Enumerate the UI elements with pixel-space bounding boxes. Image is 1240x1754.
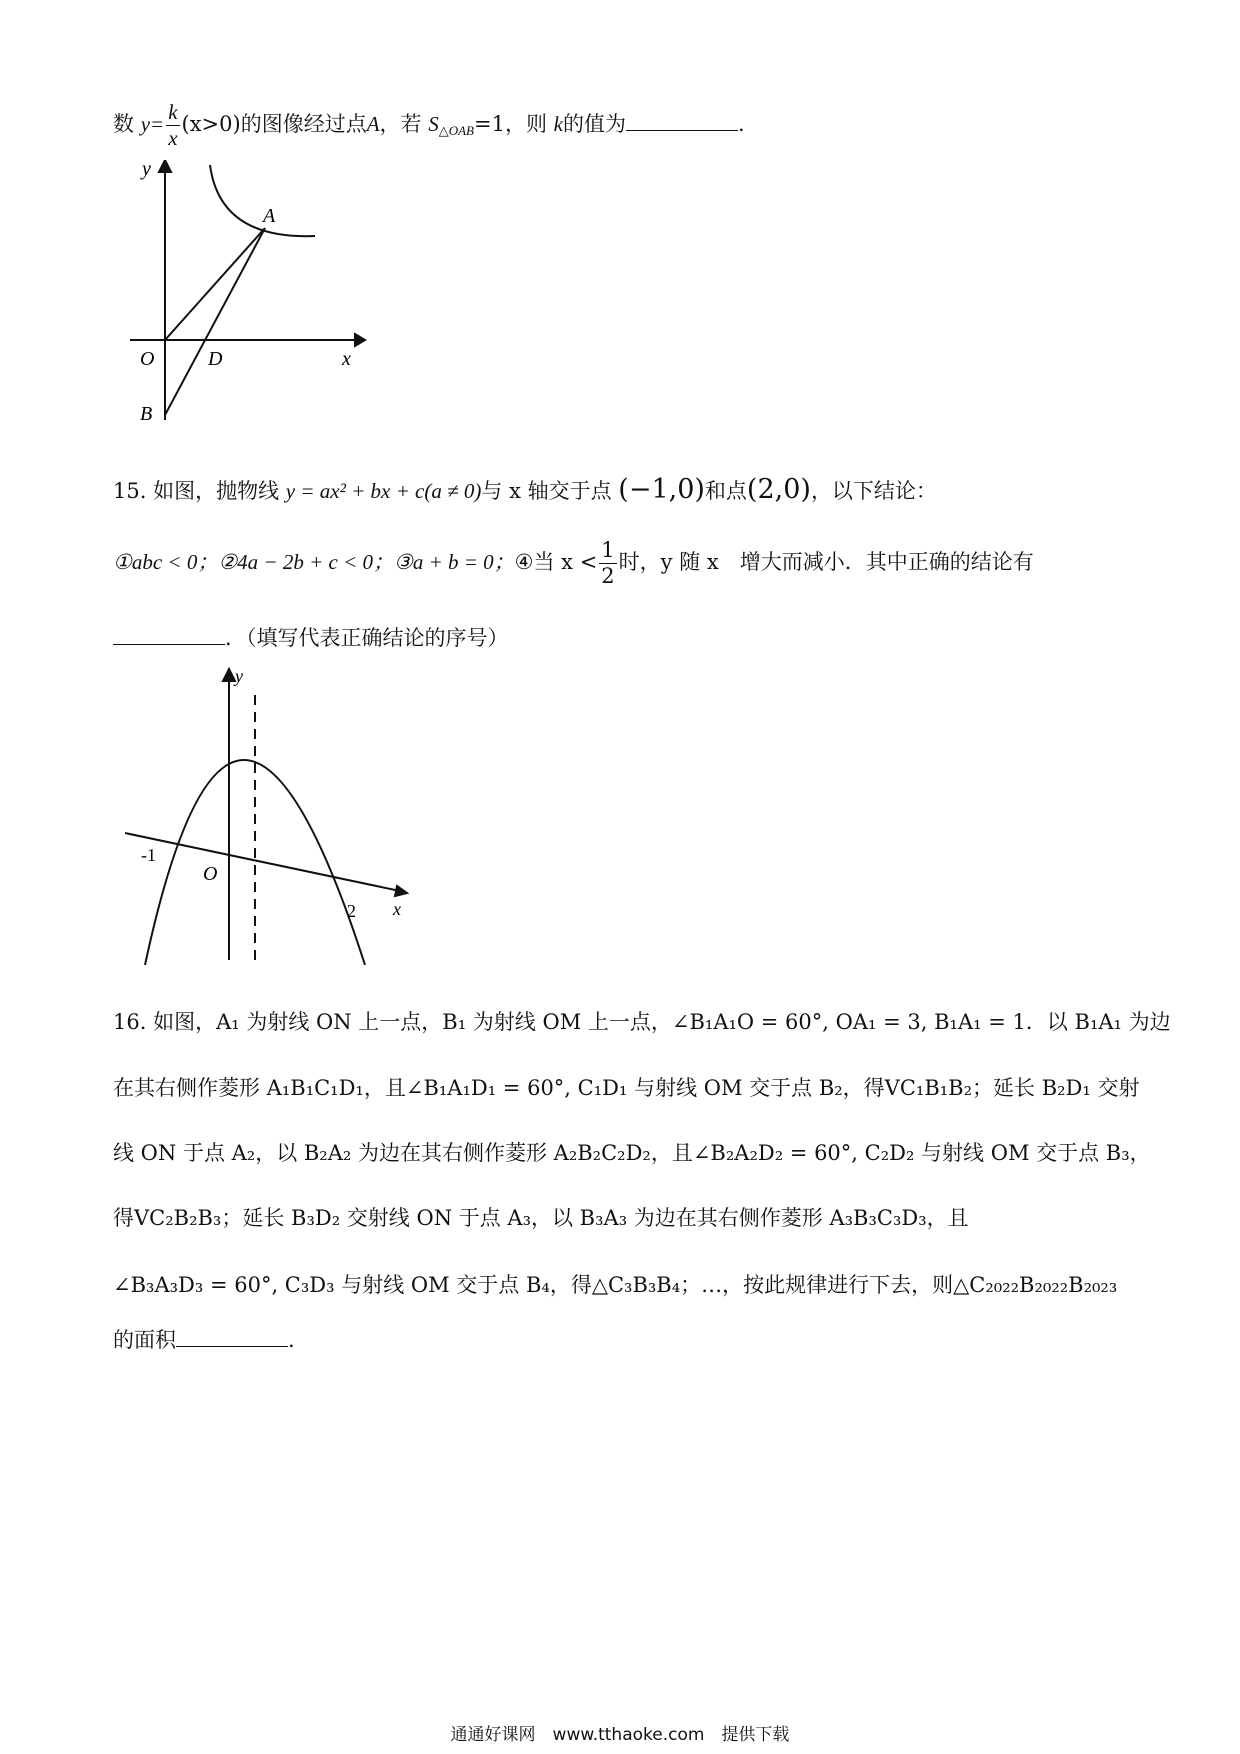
y-axis-label: y (235, 666, 243, 686)
q15-line2: ①abc < 0；②4a − 2b + c < 0；③a + b = 0；④当 x < $\frac{1}{2}$ 时，y 随 x 增大而减小．其中正确的结论有 (113, 538, 1034, 588)
footer-watermark: 通通好课网 www.tthaoke.com 提供下载 (450, 1725, 790, 1745)
q15-figure (125, 665, 415, 965)
q14-figure (120, 160, 420, 440)
q16-line4: 得VC₂B₂B₃；延长 B₃D₂ 交射线 ON 于点 A₃，以 B₃A₃ 为边在其右侧作菱形 A₃B₃C₃D₃，且 (113, 1206, 969, 1230)
q16-line5: ∠B₃A₃D₃ = 60°, C₃D₃ 与射线 OM 交于点 B₄，得△C₃B₃B₄；…，按此规律进行下去，则△C₂₀₂₂B₂₀₂₂B₂₀₂₃ (113, 1273, 1118, 1297)
answer-blank-15 (113, 643, 225, 645)
origin-label: O (203, 863, 218, 885)
q16-line3: 线 ON 于点 A₂，以 B₂A₂ 为边在其右侧作菱形 A₂B₂C₂D₂，且∠B₂A₂D₂ = 60°, C₂D₂ 与射线 OM 交于点 B₃， (113, 1141, 1151, 1165)
two-label: 2 (347, 901, 356, 921)
origin-label: O (140, 348, 155, 370)
q15-line3: ．（填写代表正确结论的序号） (113, 628, 509, 649)
q15-line1: 15. 如图，抛物线 y = ax² + bx + c(a ≠ 0)与 x 轴交于点 (−1,0)和点(2,0)，以下结论： (113, 474, 937, 505)
q16-line2: 在其右侧作菱形 A₁B₁C₁D₁，且∠B₁A₁D₁ = 60°, C₁D₁ 与射线 OM 交于点 B₂，得VC₁B₁B₂；延长 B₂D₁ 交射 (113, 1076, 1140, 1100)
q16-line6: 的面积 . (113, 1328, 295, 1352)
y-axis-label: y (142, 160, 151, 180)
point-d-label: D (208, 348, 223, 370)
answer-blank-16 (176, 1345, 288, 1347)
x-axis-label: x (342, 348, 351, 370)
answer-blank-14 (626, 129, 738, 131)
x-axis-label: x (393, 899, 401, 919)
q14-text: 数 y= $\frac{k}{x}$ (x>0)的图像经过点A，若 $S_{\triangle OAB}=1$，则 k的值为 . (113, 100, 745, 150)
q16-line1: 16. 如图，A₁ 为射线 ON 上一点，B₁ 为射线 OM 上一点，∠B₁A₁O = 60°, OA₁ = 3, B₁A₁ = 1．以 B₁A₁ 为边 (113, 1010, 1171, 1034)
point-a-label: A (263, 205, 276, 227)
point-b-label: B (140, 403, 153, 425)
neg-one-label: -1 (141, 845, 156, 865)
